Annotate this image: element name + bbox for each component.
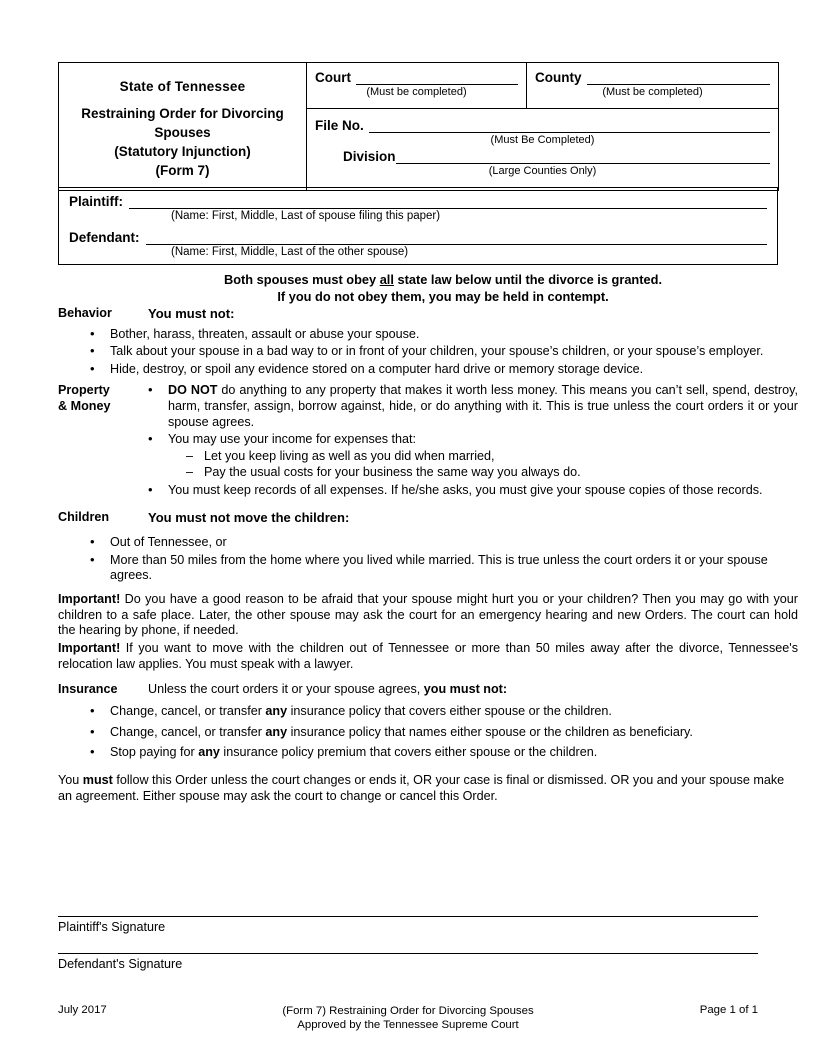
file-division-cell [307,108,779,190]
county-hint: (Must be completed) [602,86,703,98]
court-input-line[interactable] [356,69,518,85]
list-item: • Out of Tennessee, or [90,535,798,551]
insurance-list [58,704,798,761]
behavior-list [58,327,798,378]
insurance-item-3-emphasis: any [198,745,220,760]
document-body [58,272,798,805]
list-item: – Pay the usual costs for your business the same way you always do. [186,464,798,481]
closing-text-a: You [58,773,83,788]
footer-approval: Approved by the Tennessee Supreme Court [297,1019,519,1031]
intro-line-2: If you do not obey them, you may be held in contempt. [277,288,609,304]
insurance-heading [148,682,798,698]
property-label-line-2: & Money [58,398,111,413]
closing-paragraph [58,773,798,805]
division-label: Division [343,148,396,164]
list-item: • You must keep records of all expenses. If he/she asks, you must give your spouse copies of those records. [148,483,798,499]
insurance-heading-bold: you must not: [423,681,508,696]
list-item [90,704,798,720]
property-list [148,383,798,498]
property-sub-list [168,448,798,481]
form-header-table [58,62,779,191]
section-property-money [58,383,798,500]
children-heading: You must not move the children: [148,510,350,526]
list-item: • Bother, harass, threaten, assault or abuse your spouse. [90,327,798,343]
form-title [59,94,306,190]
page-footer [58,1004,758,1032]
insurance-item-1-b: insurance policy that covers either spouse or the children. [287,704,612,719]
state-title: State of Tennessee [119,79,246,94]
insurance-item-3-b: insurance policy premium that covers either spouse or the children. [219,745,598,760]
plaintiff-signature-line[interactable] [58,916,758,917]
plaintiff-hint: (Name: First, Middle, Last of spouse filing this paper) [171,210,441,222]
insurance-item-2-a: Change, cancel, or transfer [110,724,266,739]
plaintiff-row [69,193,767,209]
division-hint: (Large Counties Only) [488,164,597,177]
behavior-heading: You must not: [148,306,235,321]
county-cell [527,63,779,109]
important-text-2: If you want to move with the children out of Tennessee or more than 50 miles away after the divorce, Tennessee's relocation law applies. You must speak with a lawyer. [58,641,798,671]
insurance-item-2-b: insurance policy that names either spouse or the children as beneficiary. [287,724,693,739]
footer-center [208,1004,608,1032]
important-paragraph-1 [58,592,798,639]
property-do-not-emphasis: DO NOT [168,383,218,398]
file-no-label: File No. [315,117,364,133]
plaintiff-input-line[interactable] [129,193,767,209]
defendant-label: Defendant: [69,230,140,245]
important-text-1: Do you have a good reason to be afraid that your spouse might hurt you or your children? Then you may go with your children to a safe place. Later, the other spouse may ask the court for an emergency hearing and new Orders. The court can hold the hearing by phone, if needed. [58,591,798,638]
footer-date: July 2017 [58,1004,107,1016]
defendant-signature-label: Defendant's Signature [58,957,183,971]
footer-page-number: Page 1 of 1 [699,1004,758,1016]
file-no-input-line[interactable] [369,117,770,133]
file-no-hint: (Must Be Completed) [490,133,595,146]
section-behavior [58,306,798,324]
parties-box [58,187,778,265]
list-item [90,745,798,761]
property-item-2-text: You may use your income for expenses that: [168,432,417,447]
defendant-input-line[interactable] [146,229,768,245]
county-label: County [535,70,582,85]
insurance-item-1-a: Change, cancel, or transfer [110,704,266,719]
closing-text-b: follow this Order unless the court changes or ends it, OR your case is final or dismissed. OR you and your spouse make an agreement. Either spouse may ask the court to change or cancel this Order. [58,773,785,803]
intro-line-1-b: state law below until the divorce is granted. [393,272,663,287]
state-cell [59,63,307,191]
court-hint: (Must be completed) [366,86,467,98]
list-item [90,725,798,741]
list-item: • Talk about your spouse in a bad way to or in front of your children, your spouse’s children, or your spouse’s employer. [90,344,798,360]
form-title-line-2: (Statutory Injunction) [114,144,251,159]
intro-statement [88,272,798,305]
intro-line-1-a: Both spouses must obey [223,272,380,287]
closing-emphasis: must [82,773,113,788]
list-item [148,383,798,430]
defendant-row [69,229,767,245]
form-title-line-3: (Form 7) [155,163,210,178]
list-item [148,432,798,481]
plaintiff-signature-label: Plaintiff's Signature [58,920,166,934]
county-input-line[interactable] [587,69,771,85]
list-item: • Hide, destroy, or spoil any evidence stored on a computer hard drive or memory storage device. [90,362,798,378]
section-children [58,510,798,528]
important-label-2: Important! [58,641,121,656]
list-item: • More than 50 miles from the home where you lived while married. This is true unless the court orders it or your spouse agrees. [90,553,798,584]
insurance-item-2-emphasis: any [265,724,288,739]
court-label: Court [315,70,351,85]
footer-form-title: (Form 7) Restraining Order for Divorcing Spouses [282,1005,534,1017]
children-list [58,535,798,584]
defendant-hint: (Name: First, Middle, Last of the other spouse) [171,246,409,258]
important-label-1: Important! [58,591,121,606]
property-label-line-1: Property [58,383,110,398]
children-label: Children [58,510,110,525]
intro-line-1 [88,272,798,289]
property-item-1-rest: do anything to any property that makes it worth less money. This means you can’t sell, spend, destroy, harm, transfer, assign, borrow against, hide, or do anything with it. This is true unless the court orders it or your spouse agrees. [168,383,798,429]
division-input-line[interactable] [396,148,770,164]
behavior-label: Behavior [58,306,112,320]
signature-block [58,916,758,990]
insurance-heading-plain: Unless the court orders it or your spouse agrees, [148,681,424,696]
court-cell [307,63,527,109]
insurance-item-1-emphasis: any [265,704,288,719]
intro-line-1-underline: all [379,272,394,287]
defendant-signature-line[interactable] [58,953,758,954]
insurance-label: Insurance [58,681,118,696]
header-row-top [59,63,779,109]
important-paragraph-2 [58,641,798,673]
insurance-item-3-a: Stop paying for [110,745,199,760]
section-insurance [58,682,798,698]
list-item: – Let you keep living as well as you did when married, [186,448,798,465]
plaintiff-label: Plaintiff: [69,194,123,209]
property-label [58,383,148,500]
form-title-line-1: Restraining Order for Divorcing Spouses [81,106,284,140]
